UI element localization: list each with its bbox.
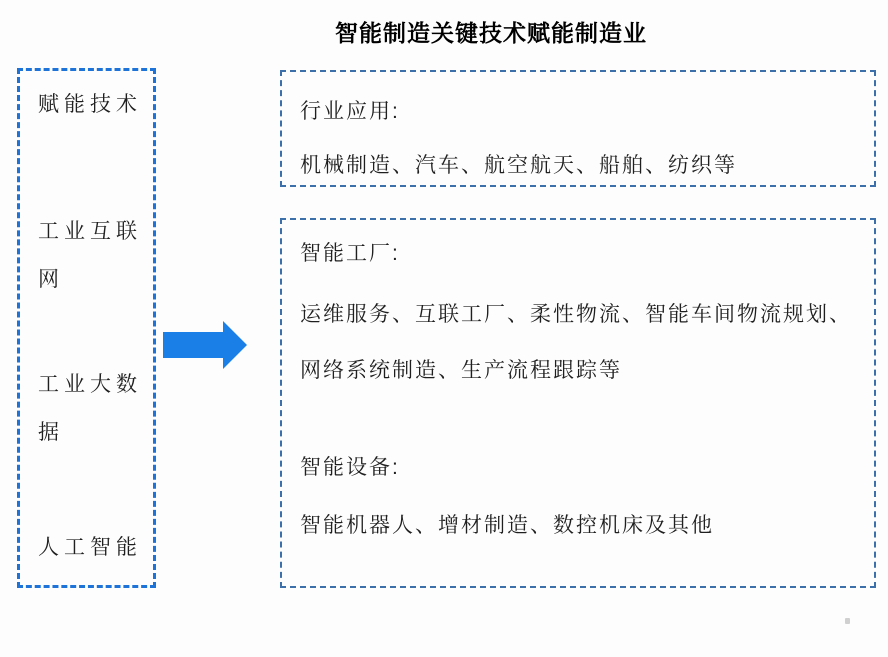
- left-item-industrial-big-data: 工业大数据: [38, 373, 142, 444]
- smart-factory-line-1: 运维服务、互联工厂、柔性物流、智能车间物流规划、: [300, 303, 852, 326]
- right-arrow-icon: [163, 321, 247, 369]
- smart-factory-line-2: 网络系统制造、生产流程跟踪等: [300, 359, 622, 382]
- smart-factory-heading: 智能工厂:: [300, 242, 400, 265]
- industry-application-heading: 行业应用:: [300, 100, 400, 123]
- industry-application-content: 机械制造、汽车、航空航天、船舶、纺织等: [300, 154, 737, 177]
- smart-equipment-content: 智能机器人、增材制造、数控机床及其他: [300, 514, 714, 537]
- diagram-title: 智能制造关键技术赋能制造业: [335, 20, 647, 46]
- smart-factory-equipment-box: [280, 218, 876, 588]
- left-item-industrial-internet: 工业互联网: [38, 220, 142, 291]
- smart-equipment-heading: 智能设备:: [300, 456, 400, 479]
- scan-artifact-dot: [845, 618, 850, 624]
- enabling-tech-panel: [17, 68, 156, 588]
- left-item-artificial-intelligence: 人工智能: [38, 536, 142, 559]
- left-item-empowering-technology: 赋能技术: [38, 93, 142, 116]
- industry-application-box: [280, 70, 876, 187]
